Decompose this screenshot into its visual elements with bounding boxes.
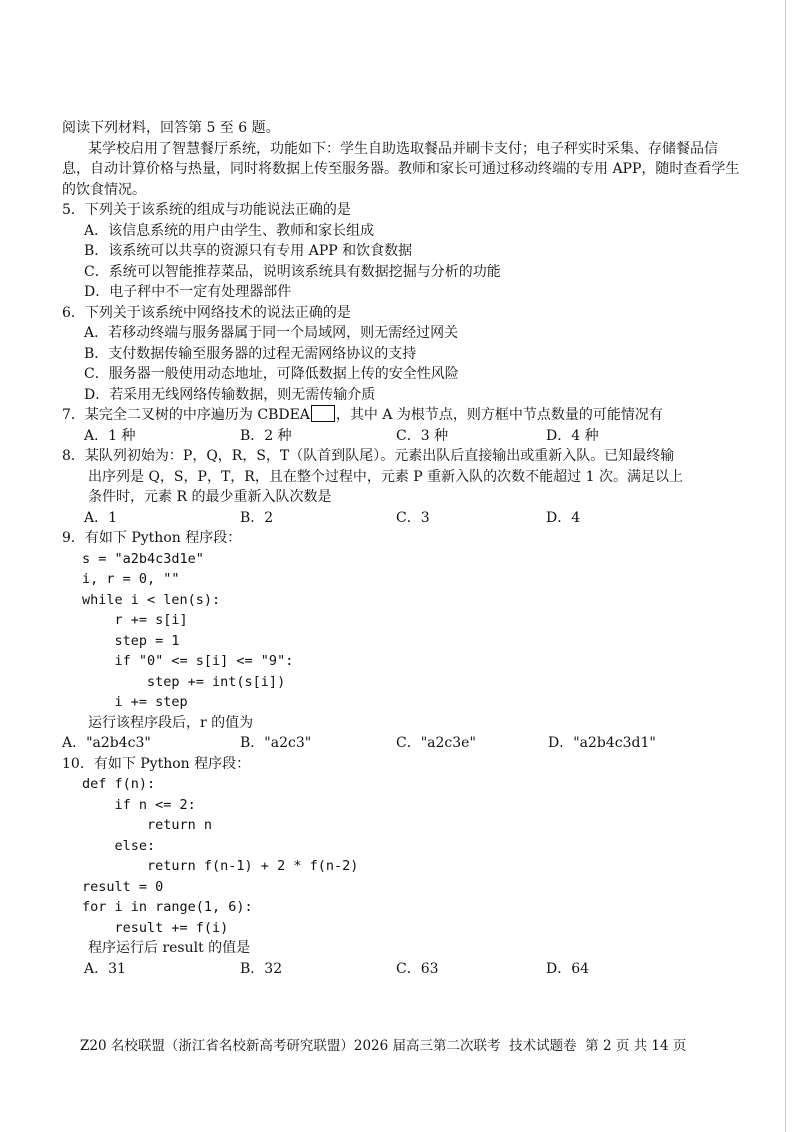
exam-content <box>62 118 742 979</box>
code-line: result = 0 <box>82 878 164 895</box>
q8-options <box>62 508 742 529</box>
reading-material: 某学校启用了智慧餐厅系统，功能如下：学生自助选取餐品并刷卡支付；电子秤实时采集、存储餐品信息，自动计算价格与热量，同时将数据上传至服务器。教师和家长可通过移动终端的专用 APP，随时查看学生的饮食情况。 <box>62 140 740 198</box>
q6-option-a: A．若移动终端与服务器属于同一个局域网，则无需经过网关 <box>84 325 459 341</box>
code-line: if "0" <= s[i] <= "9": <box>82 653 294 669</box>
q8-line-3: 条件时，元素 R 的最少重新入队次数是 <box>88 489 332 505</box>
q8-option-d: D．4 <box>546 509 581 526</box>
q9-options <box>62 733 742 754</box>
q6-option-d: D．若采用无线网络传输数据，则无需传输介质 <box>84 386 376 403</box>
q8-line-2: 出序列是 Q，S，P，T，R，且在整个过程中，元素 P 重新入队的次数不能超过 1 次。满足以上 <box>88 468 683 485</box>
q10-question: 程序运行后 result 的值是 <box>88 940 251 956</box>
q6-stem: 6．下列关于该系统中网络技术的说法正确的是 <box>62 304 351 321</box>
q5-stem: 5．下列关于该系统的组成与功能说法正确的是 <box>62 202 351 218</box>
q10-option-b: B．32 <box>240 960 283 977</box>
q6-option-b: B．支付数据传输至服务器的过程无需网络协议的支持 <box>84 345 417 362</box>
q9-stem: 9．有如下 Python 程序段： <box>62 530 242 546</box>
code-line: while i < len(s): <box>82 591 221 608</box>
question-5 <box>62 200 742 303</box>
q10-option-d: D．64 <box>546 960 590 977</box>
code-line: i, r = 0, "" <box>82 571 180 587</box>
q9-option-d: D．"a2b4c3d1" <box>548 735 656 751</box>
code-line: for i in range(1, 6): <box>82 899 253 915</box>
code-line: def f(n): <box>82 776 156 792</box>
q9-option-b: B．"a2c3" <box>240 735 312 751</box>
q8-option-b: B．2 <box>240 509 274 526</box>
question-9 <box>62 528 742 754</box>
q5-option-c: C．系统可以智能推荐菜品，说明该系统具有数据挖掘与分析的功能 <box>84 263 501 280</box>
reading-lead: 阅读下列材料，回答第 5 至 6 题。 <box>62 120 280 136</box>
code-line: return n <box>82 817 213 833</box>
q9-code-block <box>62 549 742 713</box>
q8-option-c: C．3 <box>396 509 430 526</box>
blank-box <box>311 405 335 422</box>
q7-stem-before: 7．某完全二叉树的中序遍历为 CBDEA <box>62 407 310 423</box>
code-line: i += step <box>82 694 188 710</box>
q10-option-a: A．31 <box>84 960 126 977</box>
page-edge-line <box>785 0 786 1132</box>
q9-option-a: A．"a2b4c3" <box>62 735 151 751</box>
q9-question: 运行该程序段后，r 的值为 <box>88 714 254 731</box>
page-footer: Z20 名校联盟（浙江省名校新高考研究联盟）2026 届高三第二次联考 技术试题卷 第 2 页 共 14 页 <box>80 1038 687 1054</box>
q5-option-b: B．该系统可以共享的资源只有专用 APP 和饮食数据 <box>84 243 413 259</box>
q7-option-d: D．4 种 <box>546 427 599 444</box>
q7-option-c: C．3 种 <box>396 427 449 444</box>
q10-code-block <box>62 774 742 938</box>
question-7 <box>62 405 742 446</box>
code-line: s = "a2b4c3d1e" <box>82 550 204 567</box>
code-line: step = 1 <box>82 632 180 649</box>
q8-line-1: 8．某队列初始为：P，Q，R，S，T（队首到队尾）。元素出队后直接输出或重新入队。已知最终输 <box>62 448 675 464</box>
q5-option-a: A．该信息系统的用户由学生、教师和家长组成 <box>84 222 375 239</box>
code-line: r += s[i] <box>82 612 188 628</box>
q6-option-c: C．服务器一般使用动态地址，可降低数据上传的安全性风险 <box>84 366 459 382</box>
code-line: return f(n-1) + 2 * f(n-2) <box>82 858 359 874</box>
question-6 <box>62 303 742 406</box>
q9-option-c: C．"a2c3e" <box>396 735 476 751</box>
q10-options <box>62 959 742 980</box>
code-line: else: <box>82 837 156 854</box>
q7-option-b: B．2 种 <box>240 427 292 444</box>
q7-stem <box>62 405 742 426</box>
q8-option-a: A．1 <box>84 509 118 526</box>
q7-option-a: A．1 种 <box>84 427 136 444</box>
q10-option-c: C．63 <box>396 960 439 977</box>
question-10 <box>62 754 742 980</box>
question-8 <box>62 446 742 528</box>
code-line: step += int(s[i]) <box>82 673 286 690</box>
q5-option-d: D．电子秤中不一定有处理器部件 <box>84 284 292 300</box>
q10-stem: 10．有如下 Python 程序段： <box>62 755 251 772</box>
q7-options <box>62 426 742 447</box>
code-line: result += f(i) <box>82 919 229 936</box>
code-line: if n <= 2: <box>82 796 196 813</box>
q7-stem-after: ，其中 A 为根节点，则方框中节点数量的可能情况有 <box>335 407 663 423</box>
